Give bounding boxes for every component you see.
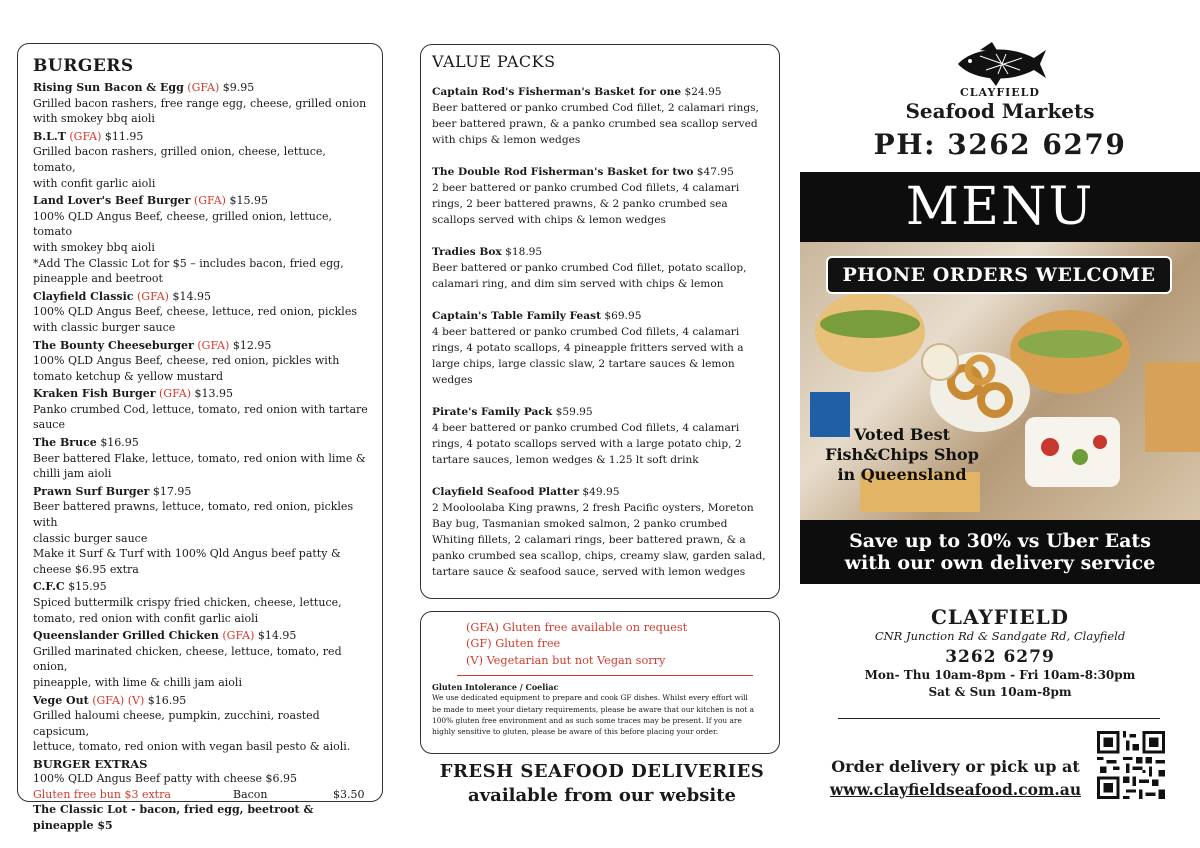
- burger-list: [33, 80, 368, 755]
- burger-name: Prawn Surf Burger: [33, 484, 150, 498]
- pack-price: $49.95: [582, 486, 620, 498]
- burger-description: with smokey bbq aioli: [33, 240, 155, 254]
- value-pack-item: [432, 84, 767, 148]
- gluten-notice-line: be made to meet your dietary requirements, please be aware that our kitchen is not a: [432, 704, 755, 714]
- dietary-tag: (GFA): [136, 289, 169, 303]
- burger-name: Rising Sun Bacon & Egg: [33, 81, 184, 94]
- pack-description: calamari ring, and dim sim served with chips & lemon: [432, 278, 724, 290]
- burger-description: with classic burger sauce: [33, 320, 176, 334]
- location-phone: 3262 6279: [945, 647, 1055, 667]
- legend-v: (V) Vegetarian but not Vegan sorry: [466, 653, 666, 667]
- burger-price: $14.95: [172, 289, 211, 303]
- dietary-tag: (GFA): [69, 129, 102, 143]
- extras-beef-patty: 100% QLD Angus Beef patty with cheese $6.95: [33, 771, 298, 785]
- burger-description: chilli jam aioli: [33, 467, 112, 481]
- phone-orders-badge: PHONE ORDERS WELCOME: [826, 256, 1172, 294]
- website-link[interactable]: www.clayfieldseafood.com.au: [829, 780, 1082, 799]
- burger-price: $17.95: [152, 484, 192, 498]
- opening-hours-weekday: Mon- Thu 10am-8pm - Fri 10am-8:30pm: [864, 668, 1136, 682]
- voted-line: Fish&Chips Shop: [825, 445, 979, 464]
- value-packs-title: VALUE PACKS: [432, 52, 556, 71]
- burger-item: [33, 129, 368, 191]
- burger-name: The Bruce: [33, 436, 97, 450]
- burger-description: Beer battered Flake, lettuce, tomato, red onion with lime &: [33, 451, 366, 465]
- burger-item: [33, 435, 368, 482]
- burger-description: Make it Surf & Turf with 100% Qld Angus beef patty &: [33, 547, 341, 561]
- burger-description: 100% QLD Angus Beef, cheese, lettuce, red onion, pickles: [33, 305, 357, 319]
- burger-description: Grilled marinated chicken, cheese, lettuce, tomato, red onion,: [33, 644, 342, 674]
- pack-description: 2 beer battered or panko crumbed Cod fillets, 4 calamari: [432, 182, 740, 194]
- pack-header: [432, 484, 767, 500]
- brand-seafood-markets: Seafood Markets: [905, 99, 1095, 123]
- legend-gfa: (GFA) Gluten free available on request: [466, 621, 688, 634]
- burger-header: [33, 193, 368, 209]
- burger-name: Vege Out: [33, 693, 89, 707]
- burger-description: 100% QLD Angus Beef, cheese, red onion, pickles with: [33, 354, 340, 368]
- pack-name: Captain Rod's Fisherman's Basket for one: [432, 86, 682, 98]
- burger-header: [33, 289, 368, 305]
- burger-item: [33, 338, 368, 385]
- legend-divider: [457, 675, 753, 676]
- pack-price: $47.95: [696, 166, 734, 178]
- pack-description: tartare sauces, lemon wedges & 1.25 lt soft drink: [432, 454, 699, 466]
- burger-description: with confit garlic aioli: [33, 176, 156, 190]
- burger-item: [33, 484, 368, 578]
- burger-header: [33, 693, 368, 709]
- qr-code-icon[interactable]: [1097, 731, 1165, 799]
- pack-description: wedges: [432, 374, 473, 386]
- burger-description: tomato, red onion with confit garlic aioli: [33, 611, 259, 625]
- pack-name: Tradies Box: [432, 246, 502, 258]
- extras-bacon: Bacon: [233, 787, 268, 801]
- pack-description: Whiting fillets, 2 calamari rings, beer battered prawn, & a: [432, 534, 746, 546]
- burger-name: Kraken Fish Burger: [33, 387, 156, 401]
- burger-description: Beer battered prawns, lettuce, tomato, red onion, pickles with: [33, 500, 354, 530]
- burger-item: [33, 80, 368, 127]
- order-prompt: Order delivery or pick up at: [831, 757, 1080, 776]
- burger-description: pineapple, with lime & chilli jam aioli: [33, 675, 242, 689]
- pack-name: Clayfield Seafood Platter: [432, 486, 580, 498]
- pack-header: [432, 84, 767, 100]
- pack-price: $69.95: [604, 310, 642, 322]
- pack-price: $24.95: [684, 86, 722, 98]
- gluten-notice-line: We use dedicated equipment to prepare and cook GF dishes. Whilst every effort will: [432, 693, 748, 703]
- pack-description: Beer battered or panko crumbed Cod fillet, 2 calamari rings,: [432, 102, 759, 114]
- gluten-notice-body: [432, 692, 769, 737]
- pack-price: $18.95: [505, 246, 543, 258]
- pack-description: beer battered prawn, & a panko crumbed sea scallop served: [432, 118, 758, 130]
- burger-description: sauce: [33, 418, 65, 432]
- burger-description: Grilled bacon rashers, free range egg, cheese, grilled onion: [33, 96, 367, 110]
- fresh-seafood-subheading: available from our website: [468, 785, 736, 806]
- location-block: [800, 605, 1200, 701]
- fresh-seafood-heading: FRESH SEAFOOD DELIVERIES: [439, 761, 765, 782]
- burger-price: $15.95: [229, 194, 268, 208]
- extras-title: BURGER EXTRAS: [33, 756, 148, 771]
- burger-description: pineapple and beetroot: [33, 272, 163, 286]
- burger-header: [33, 386, 368, 402]
- burger-description: 100% QLD Angus Beef, cheese, grilled onion, lettuce, tomato: [33, 209, 333, 239]
- opening-hours-weekend: Sat & Sun 10am-8pm: [928, 685, 1072, 699]
- burger-item: [33, 386, 368, 433]
- location-city: CLAYFIELD: [931, 605, 1069, 629]
- voted-line: in Queensland: [837, 465, 967, 484]
- value-pack-item: [432, 308, 767, 388]
- burger-price: $14.95: [257, 629, 297, 643]
- gluten-notice-title: Gluten Intolerance / Coeliac: [432, 682, 559, 693]
- pack-header: [432, 308, 767, 324]
- voted-best-text: [812, 425, 992, 485]
- pack-description: with chips & lemon wedges: [432, 134, 581, 146]
- location-divider: [838, 718, 1160, 719]
- pack-description: scallops served with chips & lemon wedges: [432, 214, 666, 226]
- burgers-title: BURGERS: [33, 56, 134, 76]
- burger-item: [33, 628, 368, 690]
- pack-description: Beer battered or panko crumbed Cod fillet, potato scallop,: [432, 262, 747, 274]
- extras-classic-lot: The Classic Lot - bacon, fried egg, beetroot & pineapple $5: [33, 803, 314, 832]
- brand-clayfield: CLAYFIELD: [960, 86, 1040, 99]
- burger-price: $9.95: [222, 81, 255, 94]
- pack-description: large chips, large classic slaw, 2 tartare sauces & lemon: [432, 358, 735, 370]
- dietary-tag: (GFA) (V): [92, 693, 145, 707]
- burger-header: [33, 80, 368, 96]
- pack-description: rings, 4 potato scallops served with a large potato chip, 2: [432, 438, 742, 450]
- burger-description: classic burger sauce: [33, 531, 148, 545]
- burger-header: [33, 129, 368, 145]
- value-pack-item: [432, 404, 767, 468]
- value-pack-item: [432, 164, 767, 228]
- burger-name: The Bounty Cheeseburger: [33, 338, 194, 352]
- pack-description: Bay bug, Tasmanian smoked salmon, 2 panko crumbed: [432, 518, 728, 530]
- burger-item: [33, 289, 368, 336]
- burger-header: [33, 628, 368, 644]
- burger-description: with smokey bbq aioli: [33, 112, 155, 126]
- dietary-legend-panel: [420, 611, 780, 754]
- pack-description: panko crumbed sea scallop, chips, creamy slaw, garden salad,: [432, 550, 766, 562]
- burger-price: $16.95: [147, 693, 187, 707]
- voted-line: Voted Best: [853, 425, 951, 444]
- pack-description: 2 Mooloolaba King prawns, 2 fresh Pacific oysters, Moreton: [432, 502, 754, 514]
- fish-logo-icon: [950, 40, 1050, 88]
- value-pack-item: [432, 484, 767, 580]
- location-address: CNR Junction Rd & Sandgate Rd, Clayfield: [874, 629, 1126, 643]
- burger-header: [33, 435, 368, 451]
- pack-description: rings, 4 potato scallops, 4 pineapple fritters served with a: [432, 342, 744, 354]
- dietary-tag: (GFA): [193, 194, 226, 208]
- burger-name: Land Lover's Beef Burger: [33, 194, 191, 208]
- extras-bacon-price: $3.50: [333, 787, 365, 801]
- burger-description: *Add The Classic Lot for $5 – includes bacon, fried egg,: [33, 256, 344, 270]
- burger-name: C.F.C: [33, 580, 65, 594]
- burger-description: lettuce, tomato, red onion with vegan basil pesto & aioli.: [33, 740, 351, 754]
- burger-price: $16.95: [100, 436, 139, 450]
- extras-gf-bacon: [33, 787, 368, 803]
- dietary-tag: (GFA): [187, 81, 220, 94]
- burger-name: B.L.T: [33, 129, 66, 143]
- gluten-notice-line: highly sensitive to gluten, please be aware of this before placing your order.: [432, 727, 719, 737]
- burger-price: $13.95: [194, 387, 234, 401]
- pack-description: rings, 2 beer battered prawns, & 2 panko crumbed sea: [432, 198, 728, 210]
- dietary-tag: (GFA): [159, 387, 192, 401]
- burger-price: $12.95: [232, 338, 272, 352]
- burger-description: Panko crumbed Cod, lettuce, tomato, red onion with tartare: [33, 402, 368, 416]
- save-line: Save up to 30% vs Uber Eats: [849, 530, 1151, 552]
- pack-list: [432, 84, 767, 580]
- burger-description: Spiced buttermilk crispy fried chicken, cheese, lettuce,: [33, 596, 342, 609]
- pack-header: [432, 404, 767, 420]
- burger-header: [33, 484, 368, 500]
- burger-description: Grilled haloumi cheese, pumpkin, zucchini, roasted capsicum,: [33, 709, 320, 738]
- menu-banner: MENU: [800, 172, 1200, 242]
- pack-description: tartare sauce & seafood sauce, served with lemon wedges: [432, 566, 746, 578]
- burger-name: Clayfield Classic: [33, 289, 134, 303]
- pack-name: Captain's Table Family Feast: [432, 310, 601, 322]
- burger-description: Grilled bacon rashers, grilled onion, cheese, lettuce, tomato,: [33, 145, 326, 174]
- burger-description: tomato ketchup & yellow mustard: [33, 369, 224, 383]
- save-banner: [800, 520, 1200, 584]
- pack-description: 4 beer battered or panko crumbed Cod fillets, 4 calamari: [432, 422, 740, 434]
- burger-description: cheese $6.95 extra: [33, 562, 139, 576]
- burger-item: [33, 193, 368, 287]
- dietary-tag: (GFA): [197, 338, 230, 352]
- burger-header: [33, 338, 368, 354]
- gluten-notice-line: 100% gluten free environment and as such some traces may be present. If you are: [432, 715, 742, 725]
- extras-gf-bun: Gluten free bun $3 extra: [33, 787, 171, 801]
- burger-price: $11.95: [104, 129, 144, 143]
- burger-item: [33, 693, 368, 755]
- save-line: with our own delivery service: [844, 552, 1156, 574]
- pack-description: 4 beer battered or panko crumbed Cod fillets, 4 calamari: [432, 326, 740, 338]
- burgers-panel: [17, 43, 383, 832]
- value-packs-panel: [420, 44, 780, 599]
- legend-gf: (GF) Gluten free: [466, 637, 561, 651]
- pack-header: [432, 164, 767, 180]
- pack-price: $59.95: [555, 406, 593, 418]
- burger-item: [33, 579, 368, 626]
- pack-name: The Double Rod Fisherman's Basket for two: [432, 166, 694, 178]
- burger-price: $15.95: [68, 580, 107, 594]
- value-pack-item: [432, 244, 767, 292]
- pack-name: Pirate's Family Pack: [432, 406, 553, 418]
- pack-header: [432, 244, 767, 260]
- burger-name: Queenslander Grilled Chicken: [33, 629, 219, 643]
- brand-phone: PH: 3262 6279: [873, 128, 1127, 161]
- burger-header: [33, 579, 368, 595]
- dietary-tag: (GFA): [222, 629, 255, 643]
